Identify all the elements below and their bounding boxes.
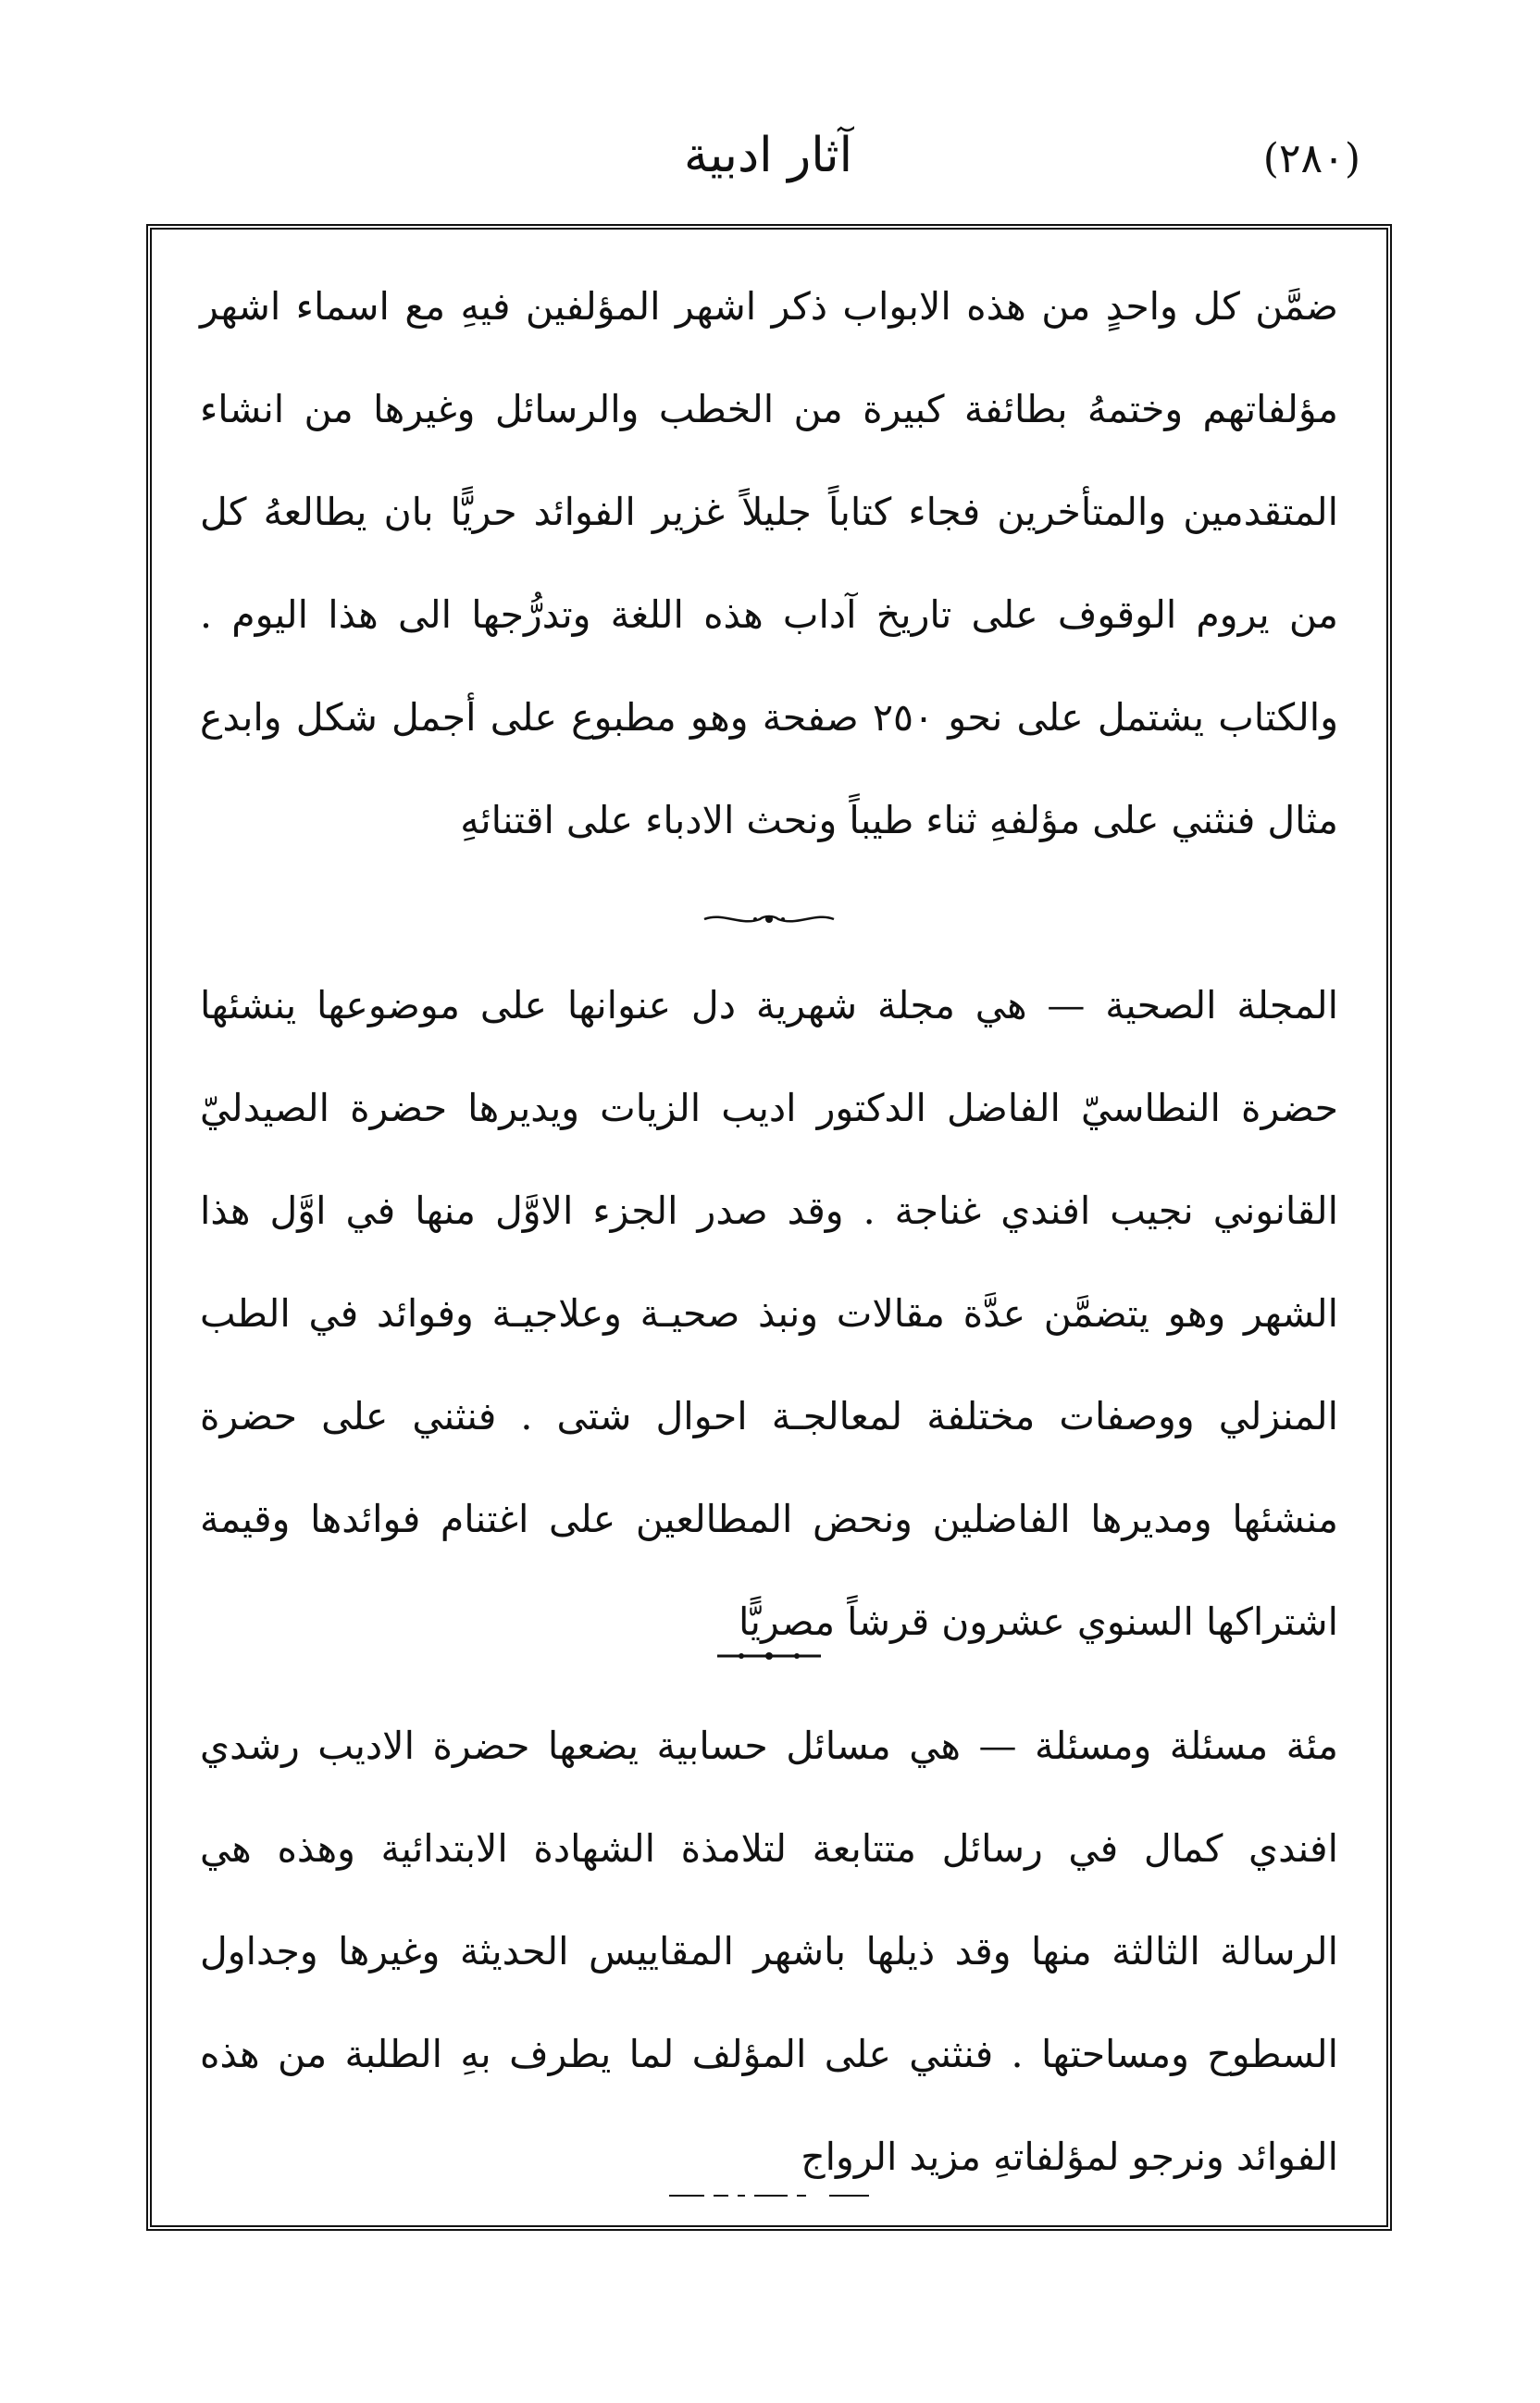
page-number: (٢٨٠) xyxy=(1262,135,1360,182)
page-header xyxy=(148,128,1388,211)
end-dashes xyxy=(667,2190,871,2201)
paragraph-book-review: ضمَّن كل واحدٍ من هذه الابواب ذكر اشهر المؤلفين فيهِ مع اسماء اشهر مؤلفاتهم وختمهُ بطائفة كبيرة من الخطب والرسائل وغيرها من انشاء المتقدمين والمتأخرين فجاء كتاباً جليلاً غزير الفوائد حريًّا بان يطالعهُ كل من يروم الوقوف على تاريخ آداب هذه اللغة وتدرُّجها الى هذا اليوم . والكتاب يشتمل على نحو ٢٥٠ صفحة وهو مطبوع على أجمل شكل وابدع مثال فنثني على مؤلفهِ ثناء طيباً ونحث الادباء على اقتنائهِ xyxy=(200,284,1338,842)
paragraph-arithmetic-problems: مئة مسئلة ومسئلة — هي مسائل حسابية يضعها حضرة الاديب رشدي افندي كمال في رسائل متتابعة لتلامذة الشهادة الابتدائية وهذه هي الرسالة الثالثة منها وقد ذيلها باشهر المقاييس الحديثة وغيرها وجداول السطوح ومساحتها . فنثني على المؤلف لما يطرف بهِ الطلبة من هذه الفوائد ونرجو لمؤلفاتهِ مزيد الرواج xyxy=(200,1724,1338,2179)
text-block xyxy=(200,255,1338,2198)
section-divider-line xyxy=(714,1649,825,1663)
page-frame xyxy=(146,224,1392,2231)
running-title: آثار ادبية xyxy=(683,128,853,183)
paragraph-health-magazine: المجلة الصحية — هي مجلة شهرية دل عنوانها على موضوعها ينشئها حضرة النطاسيّ الفاضل الدكتور اديب الزيات ويديرها حضرة الصيدليّ القانوني نجيب افندي غناجة . وقد صدر الجزء الاوَّل منها في اوَّل هذا الشهر وهو يتضمَّن عدَّة مقالات ونبذ صحيـة وعلاجيـة وفوائد في الطب المنزلي ووصفات مختلفة لمعالجـة احوال شتى . فنثني على حضرة منشئها ومديرها الفاضلين ونحض المطالعين على اغتنام فوائدها وقيمة اشتراكها السنوي عشرون قرشاً مصريًّا xyxy=(200,983,1338,1644)
section-divider-ornament xyxy=(700,908,838,930)
